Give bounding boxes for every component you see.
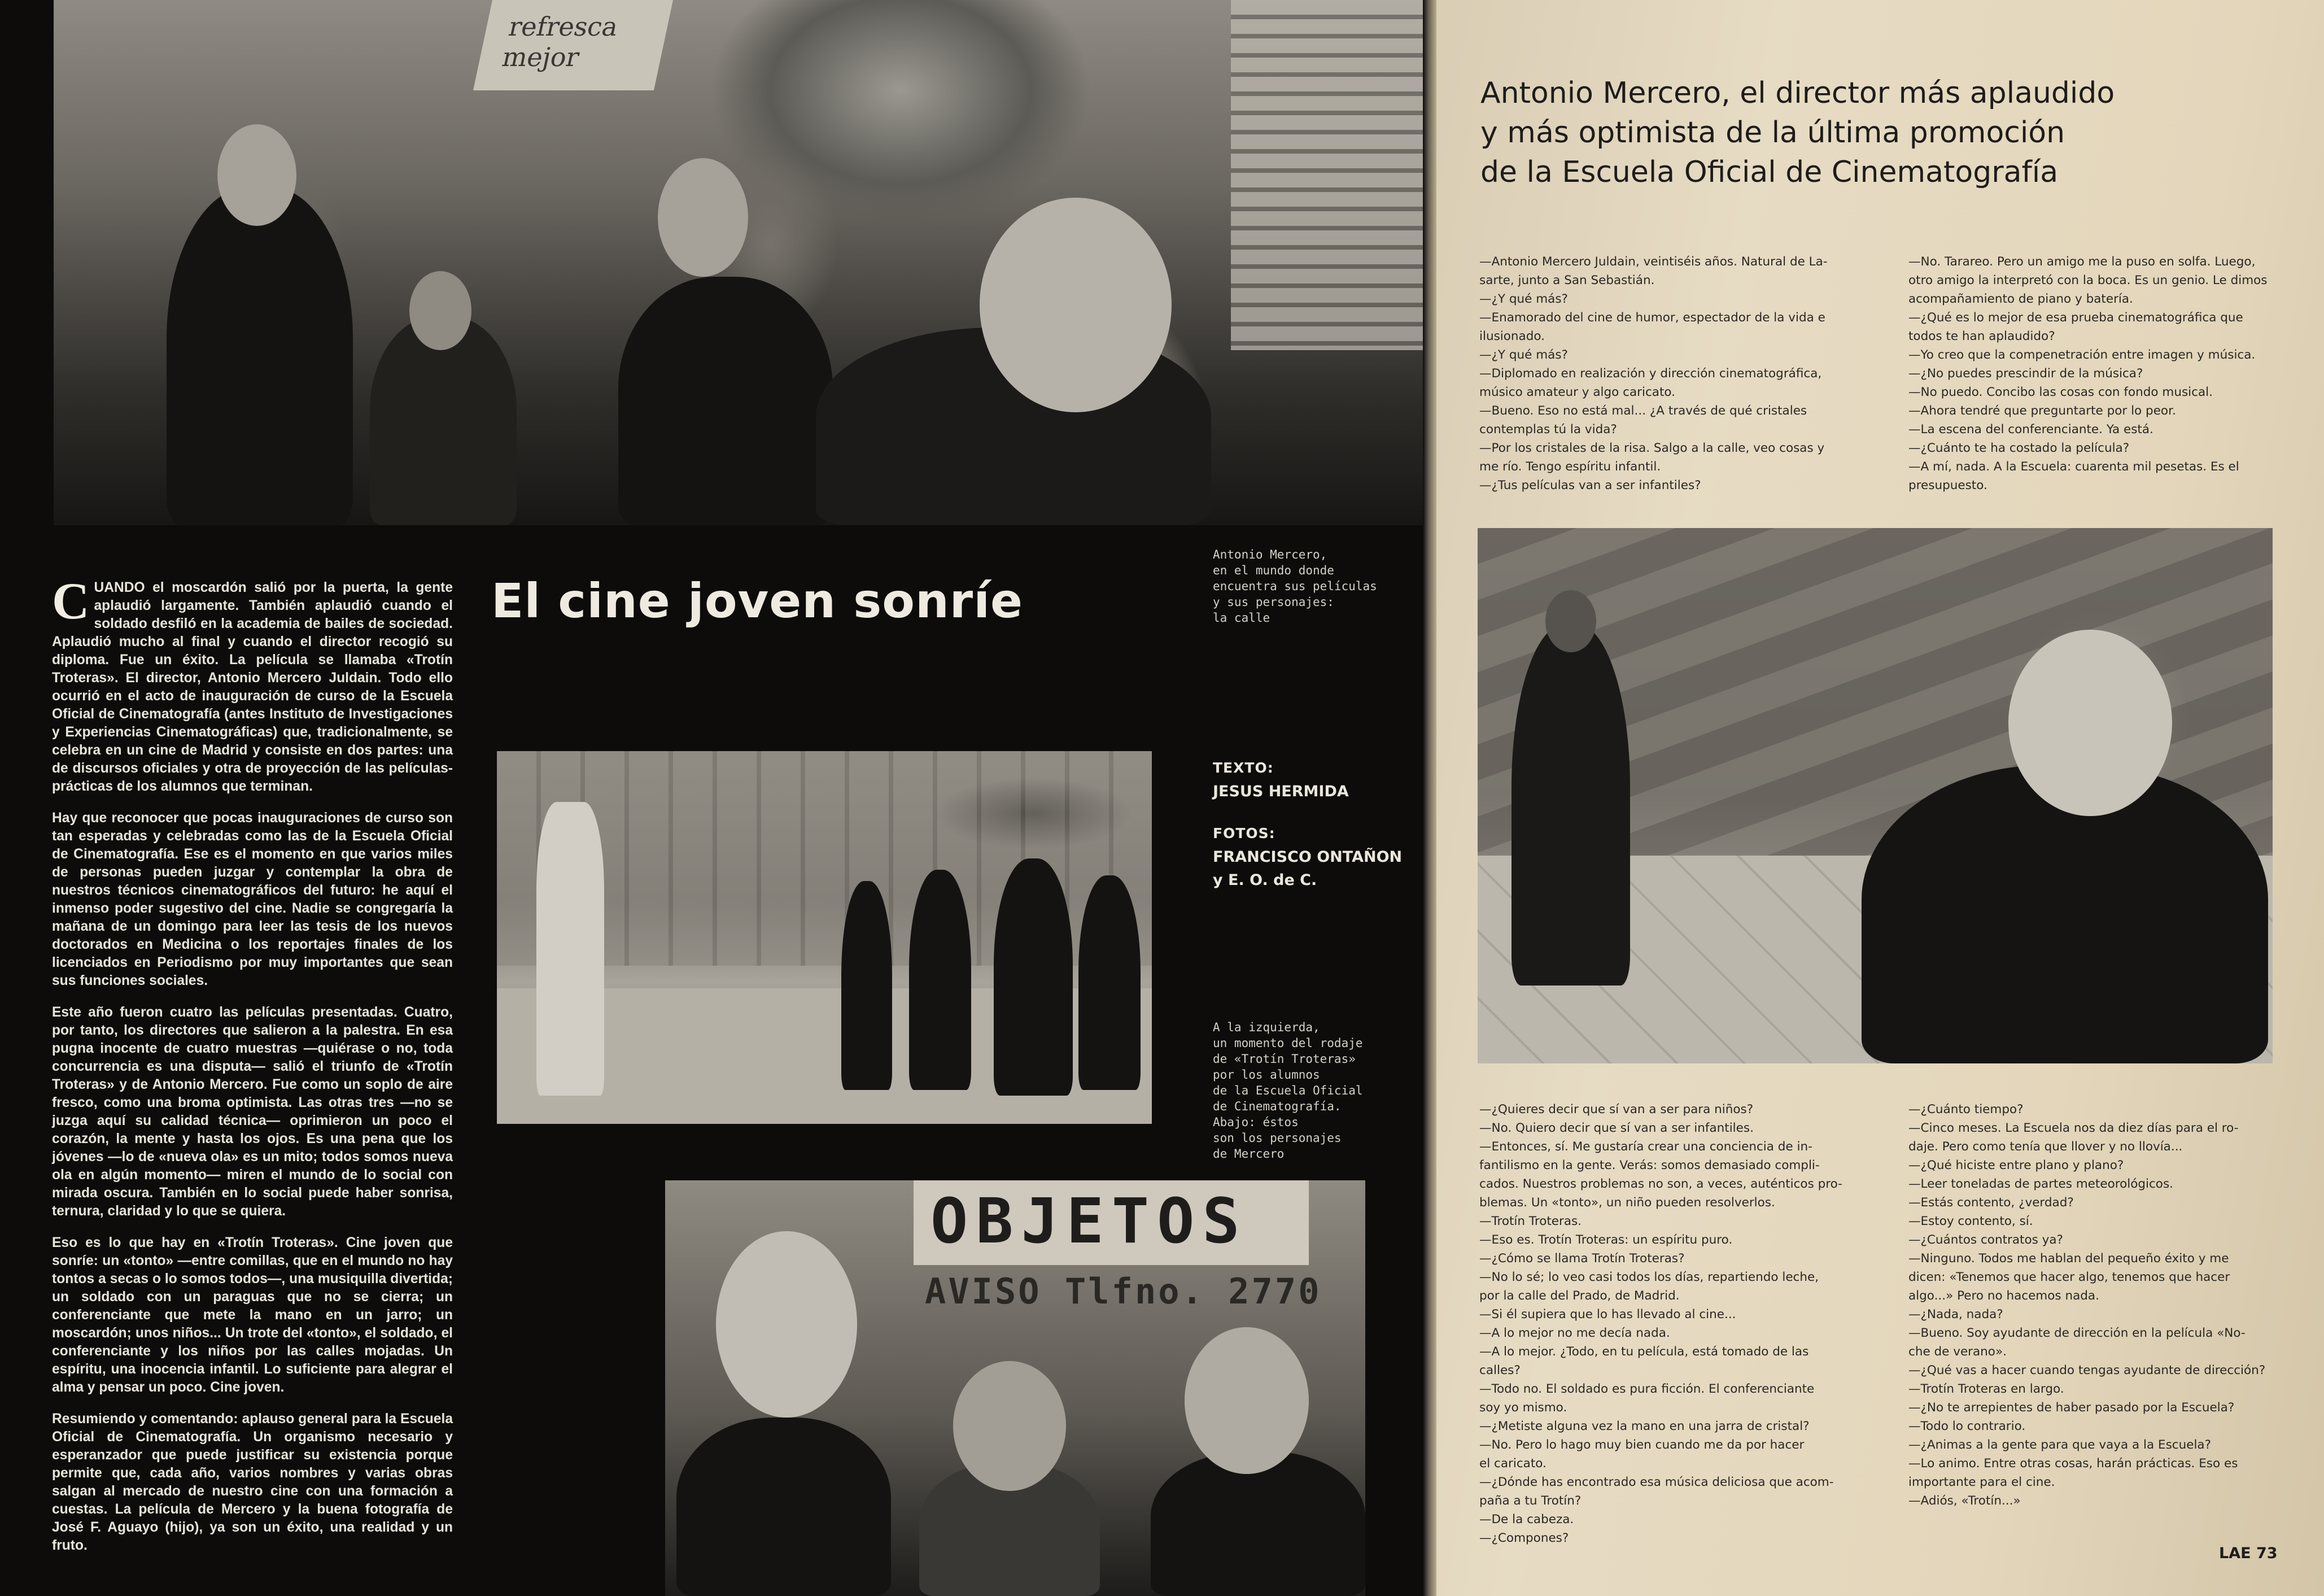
- filming-scene-photo: [497, 751, 1152, 1124]
- drop-cap: C: [52, 572, 90, 630]
- interview-column-1-bottom: [1479, 1100, 1842, 1547]
- interview-line: músico amateur y algo caricato.: [1479, 385, 1675, 399]
- interview-line: paña a tu Trotín?: [1479, 1494, 1582, 1508]
- credits-block: [1213, 760, 1402, 889]
- interview-line: blemas. Un «tonto», un niño pueden resolverlos.: [1479, 1196, 1775, 1210]
- building-facade: [1231, 0, 1423, 350]
- interview-line: —Entonces, sí. Me gustaría crear una conciencia de in-: [1479, 1140, 1812, 1154]
- man-in-raincoat-figure: [536, 802, 604, 1096]
- interview-line: —A mí, nada. A la Escuela: cuarenta mil pesetas. Es el: [1908, 460, 2239, 474]
- woman-head: [409, 271, 471, 350]
- man-in-coat-figure: [167, 186, 353, 525]
- interview-line: —¿Cómo se llama Trotín Troteras?: [1479, 1251, 1685, 1266]
- article-paragraph: Eso es lo que hay en «Trotín Troteras». Cine joven que sonríe: un «tonto» —entre comillas, que en el mundo no hay tontos a secas o lo somos todos—, una musiquilla divertida; un soldado con un paraguas que no se cierra; un conferenciante que mete la mano en un jarro; un moscardón; unos niños... Un trote del «tonto», el soldado, el conferenciante y los niños por las calles mojadas. Un espíritu, una inocencia infantil. Lo suficiente para alegrar el alma y pensar un poco. Cine joven.: [52, 1235, 453, 1395]
- interview-line: —Ninguno. Todos me hablan del pequeño éxito y me: [1908, 1251, 2229, 1266]
- objetos-sign-text: OBJETOS: [931, 1185, 1248, 1257]
- article-body: [52, 572, 453, 1568]
- center-fold: [1423, 0, 1436, 1596]
- interview-line: —No. Pero lo hago muy bien cuando me da por hacer: [1479, 1438, 1805, 1452]
- mercero-head: [2008, 630, 2172, 816]
- man-in-cap-head: [1185, 1327, 1309, 1474]
- young-man-figure: [618, 277, 833, 525]
- interview-line: —¿Y qué más?: [1479, 292, 1568, 306]
- crew-figure: [841, 881, 892, 1090]
- interview-line: —¿Animas a la gente para que vaya a la Escuela?: [1908, 1438, 2212, 1452]
- interview-line: —¿No te arrepientes de haber pasado por la Escuela?: [1908, 1401, 2235, 1415]
- interview-line: el caricato.: [1479, 1457, 1547, 1471]
- crew-figure: [909, 870, 971, 1090]
- bald-man-figure: [676, 1418, 891, 1596]
- credit-text-label: TEXTO:: [1213, 760, 1274, 776]
- interview-column-2-top: [1908, 252, 2268, 495]
- interview-line: —Diplomado en realización y dirección cinematográfica,: [1479, 367, 1822, 381]
- interview-line: —¿Qué vas a hacer cuando tengas ayudante de dirección?: [1908, 1363, 2266, 1377]
- man-standing-head: [1545, 590, 1596, 652]
- interview-line: presupuesto.: [1908, 478, 1987, 492]
- interview-line: fantilismo en la gente. Verás: somos demasiado compli-: [1479, 1158, 1820, 1172]
- interview-line: —¿Cuántos contratos ya?: [1908, 1233, 2063, 1247]
- interview-line: —¿Y qué más?: [1479, 348, 1568, 362]
- aviso-sign-text: AVISO Tlfno. 2770: [925, 1271, 1322, 1312]
- interview-line: me río. Tengo espíritu infantil.: [1479, 460, 1661, 474]
- interview-line: —Antonio Mercero Juldain, veintiséis años. Natural de La-: [1479, 255, 1828, 269]
- interview-line: —Leer toneladas de partes meteorológicos.: [1908, 1177, 2174, 1191]
- interview-line: calles?: [1479, 1363, 1521, 1377]
- interview-line: —¿No puedes prescindir de la música?: [1908, 367, 2143, 381]
- interview-line: —¿Cuánto tiempo?: [1908, 1102, 2024, 1117]
- article-paragraph: Hay que reconocer que pocas inauguraciones de curso son tan esperadas y celebradas como las de la Escuela Oficial de Cinematografía. Ese es el momento en que varios miles de personas pueden juzgar y contemplar la obra de nuestros técnicos cinematográficos del futuro: he aquí el inmenso poder sugestivo del cine. Nadie se congregaría la mañana de un domingo para leer las tesis de los nuevos doctorados en Medicina o los reportajes finales de los licenciados en Periodismo por muy importantes que sean sus funciones sociales.: [52, 810, 453, 988]
- man-standing-figure: [1512, 624, 1630, 985]
- headline: El cine joven sonríe: [491, 573, 1023, 629]
- interview-line: —¿Compones?: [1479, 1531, 1569, 1545]
- interview-line: daje. Pero como tenía que llover y no llovía...: [1908, 1140, 2183, 1154]
- interview-line: importante para el cine.: [1908, 1475, 2055, 1489]
- interview-line: acompañamiento de piano y batería.: [1908, 292, 2133, 306]
- credit-photo-label: FOTOS:: [1213, 825, 1275, 841]
- interview-line: —Ahora tendré que preguntarte por lo peor.: [1908, 404, 2176, 418]
- interview-line: —Yo creo que la compenetración entre imagen y música.: [1908, 348, 2256, 362]
- interview-line: —Todo no. El soldado es pura ficción. El conferenciante: [1479, 1382, 1815, 1396]
- interview-line: —¿Metiste alguna vez la mano en una jarra de cristal?: [1479, 1419, 1810, 1433]
- title-line: Antonio Mercero, el director más aplaudido: [1480, 76, 2115, 110]
- interview-line: —¿Qué es lo mejor de esa prueba cinematográfica que: [1908, 311, 2243, 325]
- interview-line: —¿Nada, nada?: [1908, 1307, 2003, 1322]
- interview-line: —¿Qué hiciste entre plano y plano?: [1908, 1158, 2124, 1172]
- title-line: y más optimista de la última promoción: [1480, 116, 2065, 150]
- page-number: LAE 73: [2219, 1545, 2278, 1562]
- interview-line: —A lo mejor. ¿Todo, en tu película, está tomado de las: [1479, 1345, 1809, 1359]
- interview-line: —Trotín Troteras.: [1479, 1214, 1582, 1228]
- cameraman-figure: [994, 858, 1073, 1096]
- interview-line: —Bueno. Eso no está mal... ¿A través de qué cristales: [1479, 404, 1807, 418]
- interview-column-2-bottom: [1908, 1100, 2265, 1510]
- interview-line: —No puedo. Concibo las cosas con fondo musical.: [1908, 385, 2213, 399]
- shop-sign-text: refresca mejor: [499, 11, 622, 72]
- interview-line: —Por los cristales de la risa. Salgo a la calle, veo cosas y: [1479, 441, 1825, 455]
- interview-line: —¿Quieres decir que sí van a ser para niños?: [1479, 1102, 1754, 1117]
- interview-line: sarte, junto a San Sebastián.: [1479, 273, 1655, 287]
- interview-line: —Bueno. Soy ayudante de dirección en la película «No-: [1908, 1326, 2246, 1340]
- interview-line: —Trotín Troteras en largo.: [1908, 1382, 2064, 1396]
- credit-photo-name-2: y E. O. de C.: [1213, 871, 1317, 889]
- interview-line: algo...» Pero no hacemos nada.: [1908, 1289, 2099, 1303]
- interview-line: —Todo lo contrario.: [1908, 1419, 2026, 1433]
- interview-line: —Si él supiera que lo has llevado al cine...: [1479, 1307, 1736, 1322]
- interview-line: ilusionado.: [1479, 329, 1545, 343]
- interview-line: todos te han aplaudido?: [1908, 329, 2055, 343]
- soldier-head: [953, 1361, 1066, 1491]
- shop-sign: [473, 0, 673, 90]
- article-paragraph: CUANDO el moscardón salió por la puerta, la gente aplaudió largamente. También aplaudió cuando el soldado desfiló en la academia de bailes de sociedad. Aplaudió mucho al final y cuando el director recogió su diploma. Fue un éxito. La película se llamaba «Trotín Troteras». El director, Antonio Mercero Juldain. Todo ello ocurrió en el acto de inauguración de curso de la Escuela Oficial de Cinematografía (antes Instituto de Investigaciones y Experiencias Cinematográficas) que, tradicionalmente, se celebra en un cine de Madrid y consiste en dos partes: una de discursos oficiales y otra de proyección de las películas-prácticas de los alumnos que terminan.: [52, 572, 453, 794]
- interview-line: —No. Quiero decir que sí van a ser infantiles.: [1479, 1121, 1754, 1135]
- interview-line: —¿Tus películas van a ser infantiles?: [1479, 478, 1701, 492]
- interview-line: dicen: «Tenemos que hacer algo, tenemos que hacer: [1908, 1270, 2230, 1284]
- interview-line: —De la cabeza.: [1479, 1512, 1574, 1527]
- caption-bottom: A la izquierda, un momento del rodaje de «Trotín Troteras» por los alumnos de la Escuela Oficial de Cinematografía. Abajo: éstos son los personajes de Mercero: [1213, 1021, 1363, 1161]
- bald-man-head: [716, 1231, 857, 1418]
- interview-column-1-top: [1479, 252, 1828, 495]
- interview-line: cados. Nuestros problemas no son, a veces, auténticos pro-: [1479, 1177, 1842, 1191]
- interview-line: —Lo animo. Entre otras cosas, harán prácticas. Eso es: [1908, 1457, 2238, 1471]
- article-paragraph: Este año fueron cuatro las películas presentadas. Cuatro, por tanto, los directores que salieron a la palestra. En esa pugna inocente de cuatro muestras —quiérase o no, toda concurrencia es una disputa— salió el triunfo de «Trotín Troteras» y de Antonio Mercero. Fue como un soplo de aire fresco, como una broma optimista. Las otras tres —no se juzga aquí su calidad técnica— oprimieron un poco el corazón, la mente y hasta los ojos. Es una pena que los jóvenes —lo de «nueva ola» es un mito; todos somos nueva ola en algún momento— miren el mundo de lo social con mirada oscura. También en lo social puede haber sonrisa, ternura, claridad y lo que se quiera.: [52, 1005, 453, 1219]
- interview-line: —Estás contento, ¿verdad?: [1908, 1196, 2074, 1210]
- crew-figure: [1078, 875, 1141, 1090]
- interview-line: soy yo mismo.: [1479, 1401, 1567, 1415]
- interview-title: [1480, 73, 2115, 192]
- interview-line: —No. Tarareo. Pero un amigo me la puso en solfa. Luego,: [1908, 255, 2256, 269]
- characters-photo: [665, 1180, 1365, 1596]
- caption-top: Antonio Mercero, en el mundo donde encuentra sus películas y sus personajes: la calle: [1213, 548, 1377, 625]
- interview-line: —Eso es. Trotín Troteras: un espíritu puro.: [1479, 1233, 1733, 1247]
- interview-line: otro amigo la interpretó con la boca. Es un genio. Le dimos: [1908, 273, 2268, 287]
- interview-line: —Cinco meses. La Escuela nos da diez días para el ro-: [1908, 1121, 2239, 1135]
- interview-line: contemplas tú la vida?: [1479, 422, 1617, 437]
- interview-line: —La escena del conferenciante. Ya está.: [1908, 422, 2153, 437]
- interview-line: —Estoy contento, sí.: [1908, 1214, 2033, 1228]
- old-woman-head: [980, 198, 1172, 412]
- street-crowd-photo: [54, 0, 1423, 525]
- interview-line: —A lo mejor no me decía nada.: [1479, 1326, 1670, 1340]
- young-man-head: [658, 158, 748, 277]
- credit-text-name: JESUS HERMIDA: [1213, 783, 1349, 800]
- interview-line: —No lo sé; lo veo casi todos los días, repartiendo leche,: [1479, 1270, 1819, 1284]
- mercero-portrait-photo: [1478, 528, 2273, 1063]
- title-line: de la Escuela Oficial de Cinematografía: [1480, 155, 2059, 189]
- article-paragraph: Resumiendo y comentando: aplauso general para la Escuela Oficial de Cinematografía. Un organismo necesario y esperanzador que puede justificar su existencia porque permite que, cada año, varios nombres y varias obras salgan al mercado de nuestro cine con una formación a cuestas. La película de Mercero y la buena fotografía de José F. Aguayo (hijo), ya son un éxito, una realidad y un fruto.: [52, 1411, 453, 1553]
- interview-line: —Enamorado del cine de humor, espectador de la vida e: [1479, 311, 1825, 325]
- credit-photo-name: FRANCISCO ONTAÑON: [1213, 848, 1403, 866]
- man-head: [217, 124, 296, 226]
- interview-line: por la calle del Prado, de Madrid.: [1479, 1289, 1680, 1303]
- interview-line: che de verano».: [1908, 1345, 2007, 1359]
- interview-line: —¿Cuánto te ha costado la película?: [1908, 441, 2130, 455]
- interview-line: —Adiós, «Trotín...»: [1908, 1494, 2021, 1508]
- interview-line: —¿Dónde has encontrado esa música deliciosa que acom-: [1479, 1475, 1834, 1489]
- man-in-cap-figure: [1151, 1451, 1365, 1596]
